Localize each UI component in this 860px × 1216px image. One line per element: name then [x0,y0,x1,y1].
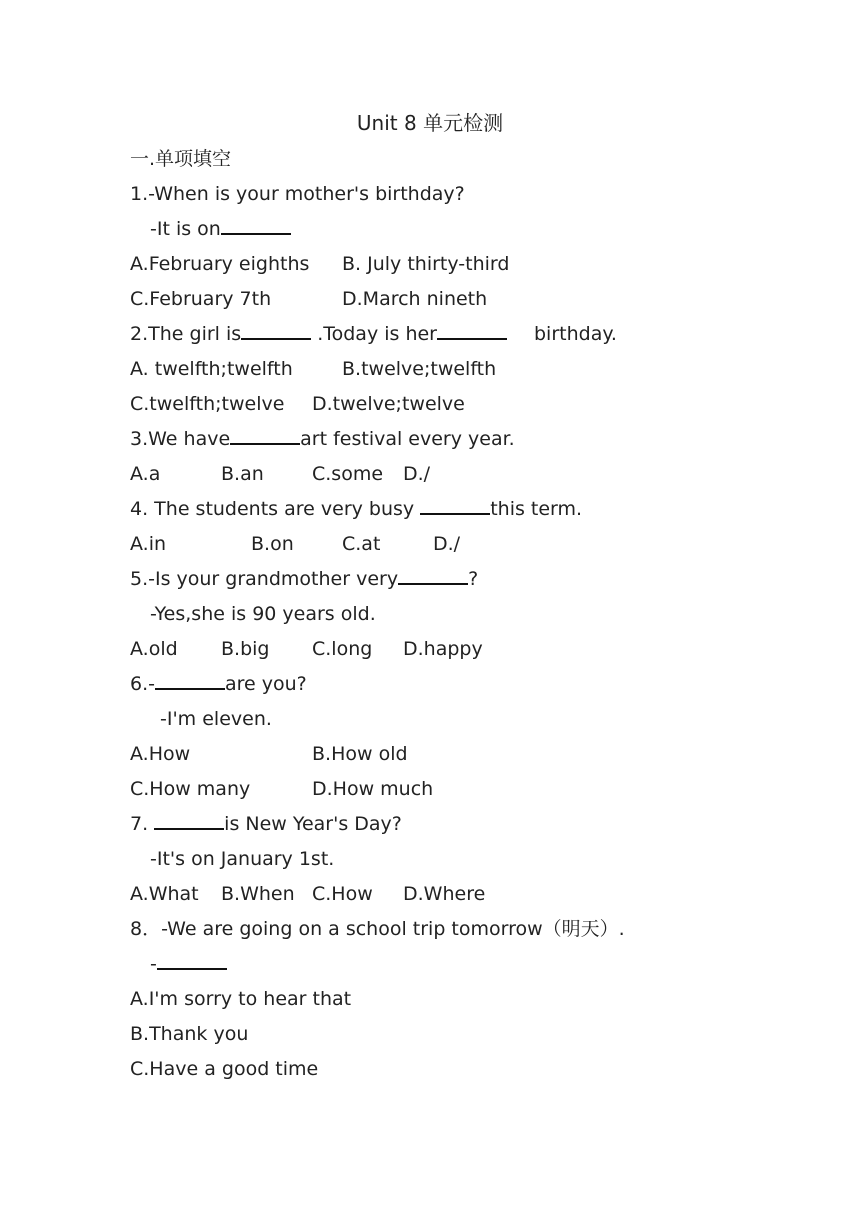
option-d: D./ [433,533,461,555]
option-b: B.When [221,883,295,905]
answer-blank [437,337,507,340]
question-8-option-b: B.Thank you [130,1023,249,1045]
question-2-prompt [130,317,790,352]
question-8-option-c: C.Have a good time [130,1058,319,1080]
question-5-options [130,632,790,667]
option-a: A.February eighths [130,253,310,275]
answer-text: -It is on [150,218,221,240]
question-1-answer [130,212,790,247]
prompt-text: 7. [130,813,155,835]
option-d: D.March nineth [342,288,488,310]
question-6-options-row-1 [130,737,790,772]
prompt-text: 3.We have [130,428,231,450]
question-8-option-a: A.I'm sorry to hear that [130,988,352,1010]
question-7-prompt [130,807,790,842]
prompt-text: 4. The students are very busy [130,498,421,520]
document-title: Unit 8 单元检测 [356,111,504,135]
question-3-prompt [130,422,790,457]
option-c: C.long [312,638,373,660]
option-a: A.How [130,743,191,765]
option-d: D.Where [403,883,486,905]
question-6-options-row-2 [130,772,790,807]
prompt-text: 6.- [130,673,155,695]
prompt-text: 2.The girl is [130,323,242,345]
prompt-text: .Today is her [311,323,437,345]
option-b: B. July thirty-third [342,253,510,275]
question-8-answer [130,947,790,982]
question-2-options-row-1 [130,352,790,387]
option-b: B.How old [312,743,408,765]
option-d: D./ [403,463,431,485]
question-6-prompt [130,667,790,702]
question-1-prompt: 1.-When is your mother's birthday? [130,183,465,205]
answer-blank [398,582,468,585]
question-5-answer: -Yes,she is 90 years old. [150,603,376,625]
option-a: A.What [130,883,199,905]
question-4-options [130,527,790,562]
answer-blank [241,337,311,340]
answer-blank [155,687,225,690]
option-a: A. twelfth;twelfth [130,358,293,380]
option-b: B.on [251,533,294,555]
option-d: D.twelve;twelve [312,393,465,415]
question-list [130,142,790,1087]
answer-blank [221,232,291,235]
question-1-options-row-2 [130,282,790,317]
prompt-text: birthday. [534,323,617,345]
question-3-options [130,457,790,492]
prompt-text: this term. [490,498,583,520]
section-heading: 一.单项填空 [130,148,232,170]
question-7-answer: -It's on January 1st. [150,848,335,870]
prompt-text: is New Year's Day? [224,813,402,835]
answer-blank [157,967,227,970]
question-8-prompt: 8．-We are going on a school trip tomorrow（明天）. [130,918,625,940]
option-c: C.February 7th [130,288,272,310]
answer-blank [154,827,224,830]
prompt-text: ? [468,568,479,590]
question-6-answer: -I'm eleven. [160,708,272,730]
question-5-prompt [130,562,790,597]
question-7-options [130,877,790,912]
option-c: C.twelfth;twelve [130,393,285,415]
option-b: B.big [221,638,270,660]
option-d: D.happy [403,638,483,660]
option-b: B.twelve;twelfth [342,358,497,380]
prompt-text: are you? [224,673,307,695]
option-a: A.a [130,463,161,485]
question-4-prompt [130,492,790,527]
option-d: D.How much [312,778,434,800]
question-2-options-row-2 [130,387,790,422]
question-1-options-row-1 [130,247,790,282]
option-a: A.old [130,638,178,660]
answer-blank [420,512,490,515]
option-b: B.an [221,463,264,485]
prompt-text: 5.-Is your grandmother very [130,568,399,590]
option-c: C.How [312,883,373,905]
option-c: C.How many [130,778,251,800]
answer-text: - [150,953,157,975]
option-c: C.some [312,463,384,485]
answer-blank [230,442,300,445]
prompt-text: art festival every year. [300,428,515,450]
option-c: C.at [342,533,381,555]
option-a: A.in [130,533,167,555]
